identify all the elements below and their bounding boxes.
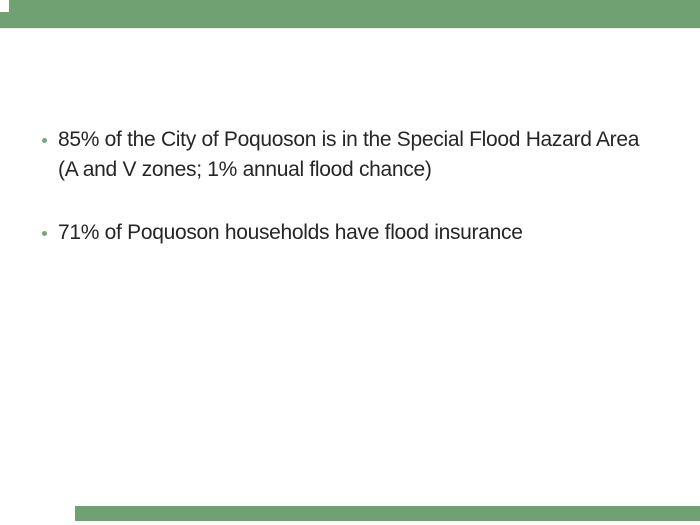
bullet-text-line: 85% of the City of Poquoson is in the Special Flood Hazard Area [58, 128, 640, 151]
bullet-item-flood-insurance [58, 218, 523, 248]
top-band-notch [0, 0, 9, 12]
bullet-text-line: 71% of Poquoson households have flood insurance [58, 221, 523, 244]
bullet-item-flood-hazard-area [58, 125, 639, 185]
bullet-marker-icon [42, 138, 47, 143]
top-band [0, 0, 700, 29]
bullet-marker-icon [42, 231, 47, 236]
bottom-band [75, 506, 700, 521]
bullet-text-line: (A and V zones; 1% annual flood chance) [58, 158, 432, 181]
